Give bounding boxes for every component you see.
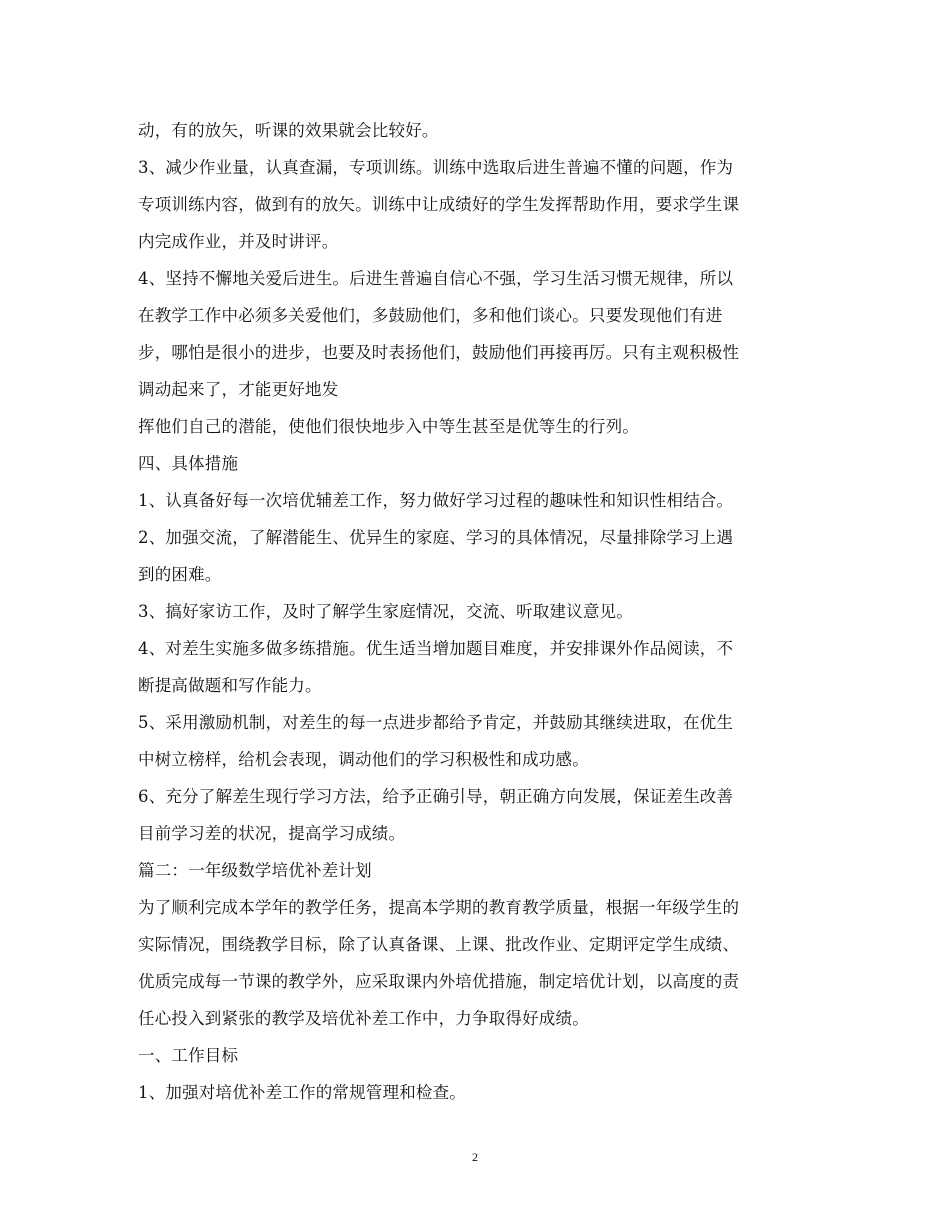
text-line: 4、坚持不懈地关爱后进生。后进生普遍自信心不强，学习生活习惯无规律，所以 bbox=[138, 269, 734, 288]
text-line: 目前学习差的状况，提高学习成绩。 bbox=[138, 824, 406, 843]
text-line: 调动起来了，才能更好地发 bbox=[138, 380, 339, 399]
page-number: 2 bbox=[472, 1150, 478, 1164]
section-heading: 四、具体措施 bbox=[138, 454, 239, 473]
text-line: 2、加强交流，了解潜能生、优异生的家庭、学习的具体情况，尽量排除学习上遇 bbox=[138, 528, 734, 547]
document-body bbox=[138, 112, 818, 1111]
text-line: 到的困难。 bbox=[138, 565, 222, 584]
article-title: 篇二：一年级数学培优补差计划 bbox=[138, 861, 372, 880]
text-line: 挥他们自己的潜能，使他们很快地步入中等生甚至是优等生的行列。 bbox=[138, 417, 639, 436]
text-line: 专项训练内容，做到有的放矢。训练中让成绩好的学生发挥帮助作用，要求学生课 bbox=[138, 195, 740, 214]
text-line: 步，哪怕是很小的进步，也要及时表扬他们，鼓励他们再接再厉。只有主观积极性 bbox=[138, 343, 740, 362]
text-line: 中树立榜样，给机会表现，调动他们的学习积极性和成功感。 bbox=[138, 750, 589, 769]
section-heading: 一、工作目标 bbox=[138, 1046, 239, 1065]
text-line: 动，有的放矢，听课的效果就会比较好。 bbox=[138, 121, 439, 140]
text-line: 1、认真备好每一次培优辅差工作，努力做好学习过程的趣味性和知识性相结合。 bbox=[138, 491, 734, 510]
text-line: 在教学工作中必须多关爱他们，多鼓励他们，多和他们谈心。只要发现他们有进 bbox=[138, 306, 723, 325]
text-line: 3、减少作业量，认真查漏，专项训练。训练中选取后进生普遍不懂的问题，作为 bbox=[138, 158, 734, 177]
text-line: 断提高做题和写作能力。 bbox=[138, 676, 322, 695]
text-line: 优质完成每一节课的教学外，应采取课内外培优措施，制定培优计划，以高度的责 bbox=[138, 972, 740, 991]
text-line: 4、对差生实施多做多练措施。优生适当增加题目难度，并安排课外作品阅读，不 bbox=[138, 639, 734, 658]
text-line: 5、采用激励机制，对差生的每一点进步都给予肯定，并鼓励其继续进取，在优生 bbox=[138, 713, 734, 732]
text-line: 内完成作业，并及时讲评。 bbox=[138, 232, 339, 251]
text-line: 1、加强对培优补差工作的常规管理和检查。 bbox=[138, 1083, 466, 1102]
text-line: 6、充分了解差生现行学习方法，给予正确引导，朝正确方向发展，保证差生改善 bbox=[138, 787, 734, 806]
text-line: 实际情况，围绕教学目标，除了认真备课、上课、批改作业、定期评定学生成绩、 bbox=[138, 935, 740, 954]
text-line: 3、搞好家访工作，及时了解学生家庭情况，交流、听取建议意见。 bbox=[138, 602, 633, 621]
text-line: 任心投入到紧张的教学及培优补差工作中，力争取得好成绩。 bbox=[138, 1009, 589, 1028]
text-line: 为了顺利完成本学年的教学任务，提高本学期的教育教学质量，根据一年级学生的 bbox=[138, 898, 740, 917]
